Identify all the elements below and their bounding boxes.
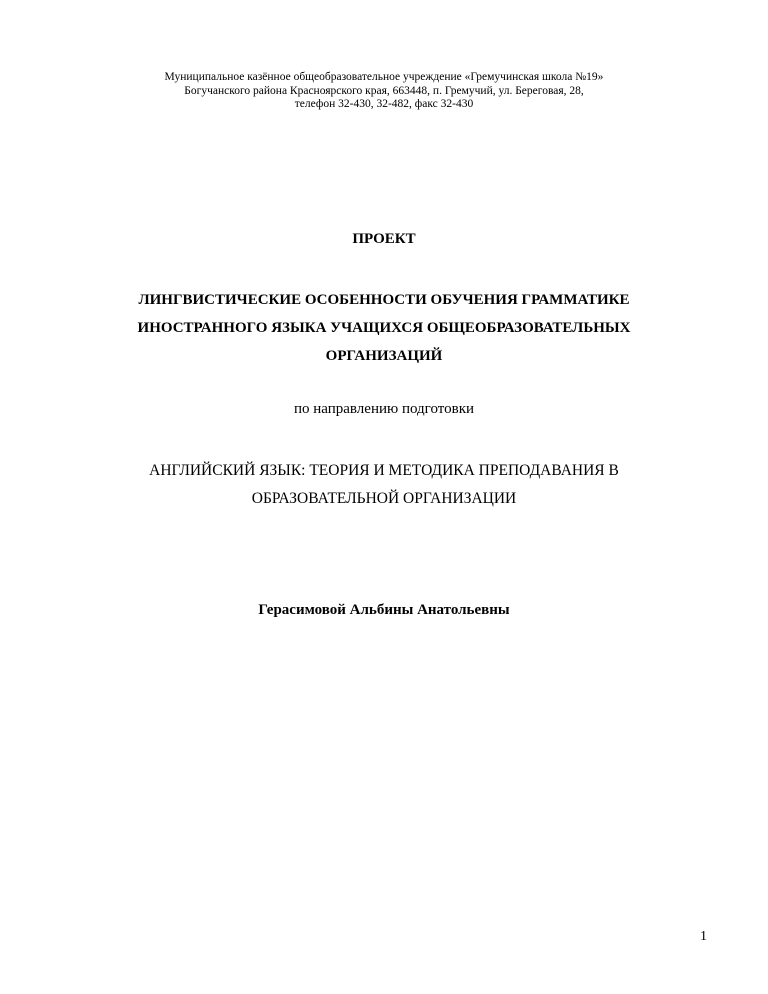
training-direction <box>0 457 768 513</box>
title-line-1: ЛИНГВИСТИЧЕСКИЕ ОСОБЕННОСТИ ОБУЧЕНИЯ ГРАММАТИКЕ <box>138 292 630 308</box>
header-line-address: Богучанского района Красноярского края, 663448, п. Гремучий, ул. Береговая, 28, <box>184 84 584 97</box>
direction-line-2: ОБРАЗОВАТЕЛЬНОЙ ОРГАНИЗАЦИИ <box>251 490 517 507</box>
project-title <box>0 286 768 370</box>
direction-line-1: АНГЛИЙСКИЙ ЯЗЫК: ТЕОРИЯ И МЕТОДИКА ПРЕПОДАВАНИЯ В <box>149 462 619 479</box>
header-line-phone: телефон 32-430, 32-482, факс 32-430 <box>294 98 474 110</box>
author-name: Герасимовой Альбины Анатольевны <box>258 602 510 618</box>
header-line-institution: Муниципальное казённое общеобразовательное учреждение «Гремучинская школа №19» <box>164 71 604 83</box>
direction-label: по направлению подготовки <box>293 401 475 417</box>
title-line-3: ОРГАНИЗАЦИЙ <box>325 348 443 364</box>
document-type-heading: ПРОЕКТ <box>352 231 416 247</box>
title-line-2: ИНОСТРАННОГО ЯЗЫКА УЧАЩИХСЯ ОБЩЕОБРАЗОВАТЕЛЬНЫХ <box>137 320 631 336</box>
page-number: 1 <box>700 929 707 944</box>
institution-header <box>0 71 768 112</box>
